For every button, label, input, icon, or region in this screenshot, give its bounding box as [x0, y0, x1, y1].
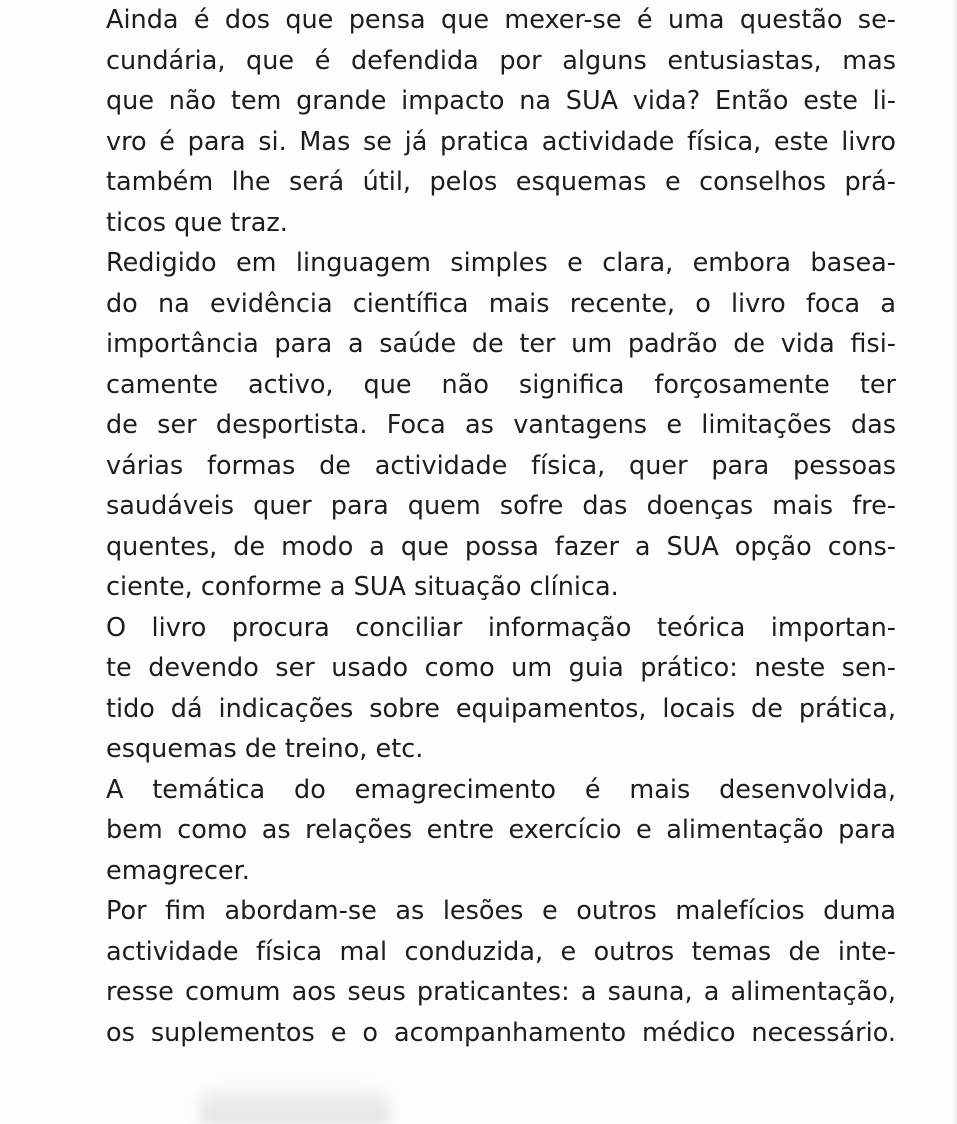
text-line: O livro procura conciliar informação teórica importan-: [106, 612, 896, 643]
text-line: emagrecer.: [106, 855, 250, 886]
scan-smudge: [200, 1080, 390, 1124]
text-line: bem como as relações entre exercício e alimentação para: [106, 815, 896, 845]
text-line: esquemas de treino, etc.: [106, 734, 424, 764]
body-text: [106, 0, 896, 1053]
paragraph-5: [106, 891, 896, 1053]
paragraph-4: [106, 770, 896, 892]
text-line: cundária, que é defendida por alguns entusiastas, mas: [106, 45, 896, 76]
text-line: ticos que traz.: [106, 207, 288, 238]
text-line: do na evidência científica mais recente, o livro foca a: [106, 288, 896, 319]
paragraph-1: [106, 0, 896, 243]
text-line: que não tem grande impacto na SUA vida? Então este li-: [106, 86, 896, 116]
paragraph-2: [106, 243, 896, 608]
text-line: te devendo ser usado como um guia prático: neste sen-: [106, 653, 896, 683]
text-line: camente activo, que não significa forçosamente ter: [106, 369, 896, 400]
text-line: actividade física mal conduzida, e outros temas de inte-: [106, 936, 896, 967]
text-line: de ser desportista. Foca as vantagens e limitações das: [106, 410, 896, 440]
text-line: saudáveis quer para quem sofre das doenças mais fre-: [106, 491, 896, 521]
paragraph-3: [106, 608, 896, 770]
text-line: Por fim abordam-se as lesões e outros malefícios duma: [106, 896, 896, 926]
text-line: A temática do emagrecimento é mais desenvolvida,: [106, 774, 896, 805]
text-line: resse comum aos seus praticantes: a sauna, a alimentação,: [106, 977, 896, 1007]
text-line: Ainda é dos que pensa que mexer-se é uma questão se-: [106, 5, 896, 35]
text-line: vro é para si. Mas se já pratica actividade física, este livro: [106, 126, 896, 157]
text-line: quentes, de modo a que possa fazer a SUA opção cons-: [106, 531, 896, 562]
text-line: ciente, conforme a SUA situação clínica.: [106, 572, 619, 602]
text-line: os suplementos e o acompanhamento médico necessário.: [106, 1017, 896, 1048]
text-line: importância para a saúde de ter um padrão de vida fisi-: [106, 329, 896, 359]
page-edge-shadow: [951, 0, 957, 1124]
text-line: tido dá indicações sobre equipamentos, locais de prática,: [106, 693, 896, 724]
text-line: também lhe será útil, pelos esquemas e conselhos prá-: [106, 167, 896, 197]
text-line: Redigido em linguagem simples e clara, embora basea-: [106, 248, 896, 278]
text-line: várias formas de actividade física, quer para pessoas: [106, 450, 896, 481]
